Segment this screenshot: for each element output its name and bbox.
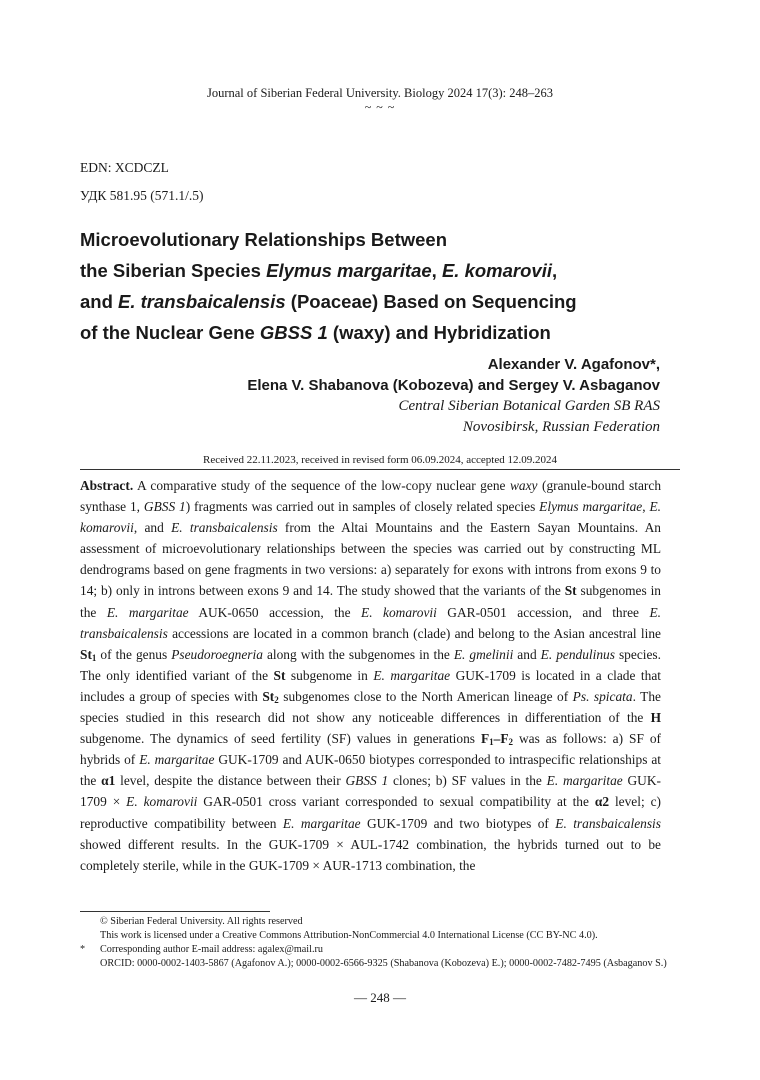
udk-code: УДК 581.95 (571.1/.5) — [80, 188, 204, 203]
title-line-2: the Siberian Species Elymus margaritae, E. komarovii, — [80, 260, 558, 281]
abstract-paragraph: Abstract. A comparative study of the sequence of the low-copy nuclear gene waxy (granule-bound starch synthase 1, GBSS 1) fragments was carried out in samples of closely related species Elymus margaritae, E. komarovii, and E. transbaicalensis from the Altai Mountains and the Eastern Sayan Mountains. An assessment of microevolutionary relationships between the species was carried out by constructing ML dendrograms based on gene fragments in two versions: a) separately for exons with introns from exons 9 to 14; b) only in introns between exons 9 and 14. The study showed that the variants of the St subgenomes in the E. margaritae AUK-0650 accession, the E. komarovii GAR-0501 accession, and three E. transbaicalensis accessions are located in a common branch (clade) and belong to the Asian ancestral line $St_1$ of the genus Pseudoroegneria along with the subgenomes in the E. gmelinii and E. pendulinus species. The only identified variant of the St subgenome in E. margaritae GUK-1709 is located in a clade that includes a group of species with $St_2$ subgenomes close to the North American lineage of Ps. spicata. The species studied in this research did not show any noticeable differences in differentiation of the H subgenome. The dynamics of seed fertility (SF) values in generations $F_1-F_2$ was as follows: a) SF of hybrids of E. margaritae GUK-1709 and AUK-0650 biotypes corresponded to intraspecific relationships at the α1 level, despite the distance between their GBSS 1 clones; b) SF values in the E. margaritae GUK-1709 × E. komarovii GAR-0501 cross variant corresponded to sexual compatibility at the α2 level; c) reproductive compatibility between E. margaritae GUK-1709 and two biotypes of E. transbaicalensis showed different results. In the GUK-1709 × AUL-1742 combination, the hybrids turned out to be completely sterile, while in the GUK-1709 × AUR-1713 combination, the — [80, 478, 662, 873]
title-line-4: of the Nuclear Gene GBSS 1 (waxy) and Hybridization — [80, 322, 551, 343]
footnote-corresponding: * Corresponding author E-mail address: agalex@mail.ru — [80, 944, 323, 955]
footnote-star: * — [80, 944, 86, 955]
author-list — [247, 354, 660, 396]
page-number: — 248 — — [354, 990, 406, 1005]
journal-citation: Journal of Siberian Federal University. Biology 2024 17(3): 248–263 — [206, 86, 553, 100]
author-line-1: Alexander V. Agafonov*, — [487, 356, 660, 373]
title-line-1: Microevolutionary Relationships Between — [80, 229, 447, 250]
title-line-3: and E. transbaicalensis (Poaceae) Based on Sequencing — [80, 291, 577, 312]
author-line-2: Elena V. Shabanova (Kobozeva) and Sergey V. Asbaganov — [247, 377, 660, 394]
header-divider — [80, 469, 680, 470]
affiliation-line-2: Novosibirsk, Russian Federation — [462, 419, 660, 435]
article-title — [80, 224, 680, 348]
footnote-copyright: © Siberian Federal University. All rights reserved — [100, 916, 303, 927]
edn-code: EDN: XCDCZL — [80, 160, 169, 175]
section-separator: ~ ~ ~ — [364, 100, 396, 114]
footnote-divider — [80, 911, 270, 912]
affiliation-line-1: Central Siberian Botanical Garden SB RAS — [398, 398, 660, 414]
abstract-label: Abstract. — [80, 478, 134, 493]
received-dates: Received 22.11.2023, received in revised form 06.09.2024, accepted 12.09.2024 — [203, 454, 557, 466]
affiliation — [399, 396, 661, 438]
footnote-orcid: ORCID: 0000-0002-1403-5867 (Agafonov A.); 0000-0002-6566-9325 (Shabanova (Kobozeva) E.); 0000-0002-7482-7495 (Asbaganov S.) — [100, 958, 667, 969]
footnote-license: This work is licensed under a Creative Commons Attribution-NonCommercial 4.0 International License (CC BY-NC 4.0). — [100, 930, 598, 941]
